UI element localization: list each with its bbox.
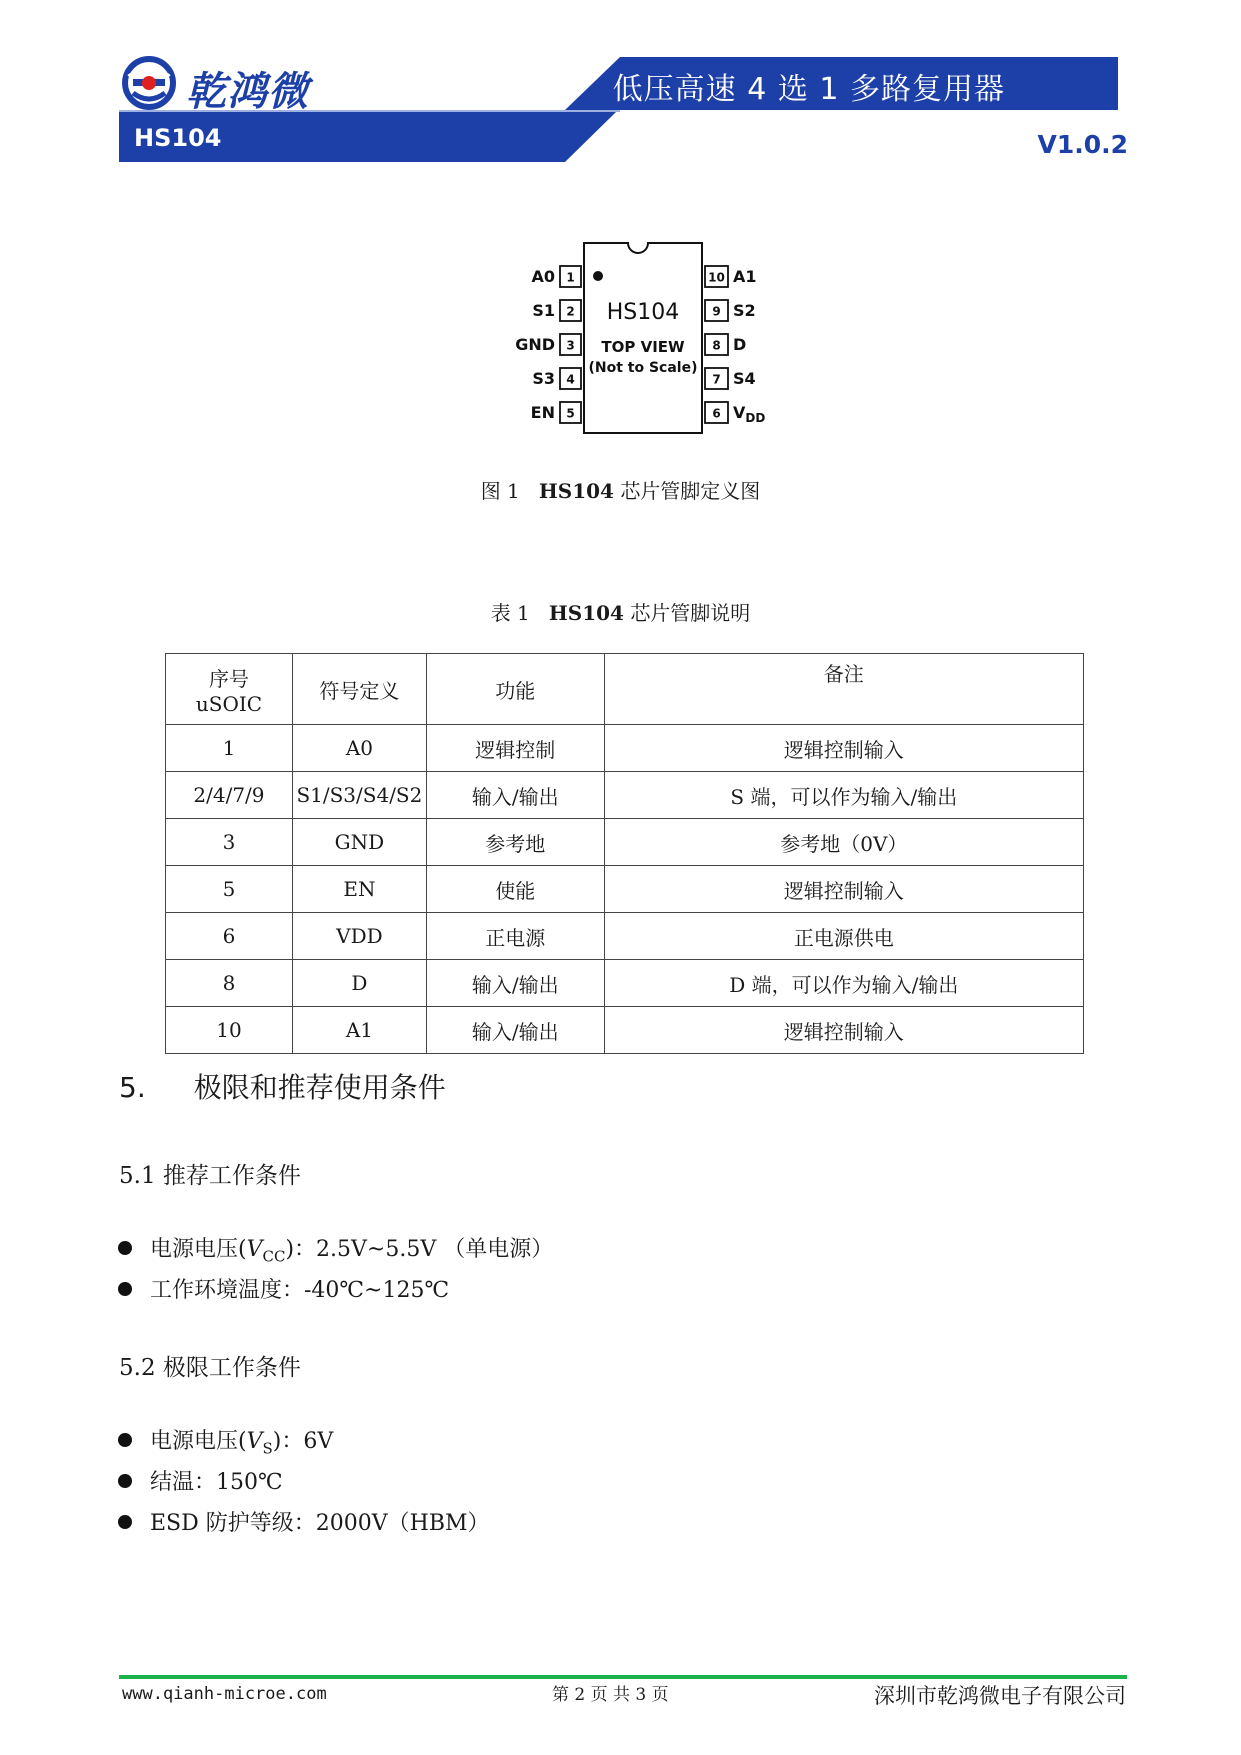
pin-label-vdd: $V_{DD}$: [733, 403, 766, 425]
chip-name: HS104: [606, 300, 680, 325]
table-row: 10 A1 输入/输出 逻辑控制输入: [166, 1007, 1084, 1054]
table-row: 3 GND 参考地 参考地（0V）: [166, 819, 1084, 866]
part-number: HS104: [134, 124, 222, 152]
pin-label-gnd: GND: [515, 335, 555, 354]
table-row: 6 VDD 正电源 正电源供电: [166, 913, 1084, 960]
bullet-max-supply-voltage: 电源电压$(V_S)$：6V: [118, 1424, 333, 1457]
figure-caption: 图 1 HS104 芯片管脚定义图: [480, 479, 761, 503]
bullet-junction-temperature: 结温：150℃: [118, 1465, 283, 1496]
pin-label-d: D: [733, 335, 747, 354]
table-header-row: [166, 654, 1084, 725]
pinout-diagram: [500, 235, 780, 440]
bullet-dot-icon: [118, 1241, 132, 1255]
pin-description-table: [165, 653, 1084, 1054]
footer-divider: [119, 1675, 1127, 1679]
header-note: 备注: [604, 654, 1083, 725]
footer-page-number: 第 2 页 共 3 页: [552, 1685, 669, 1705]
table-row: 1 A0 逻辑控制 逻辑控制输入: [166, 725, 1084, 772]
pin-number-9: 9: [712, 304, 721, 319]
table-row: 8 D 输入/输出 D 端，可以作为输入/输出: [166, 960, 1084, 1007]
pin-label-a1: A1: [733, 267, 757, 286]
pin-number-2: 2: [566, 304, 575, 319]
table-row: 2/4/7/9 S1/S3/S4/S2 输入/输出 S 端，可以作为输入/输出: [166, 772, 1084, 819]
bullet-ambient-temperature: 工作环境温度：-40℃~125℃: [118, 1273, 449, 1304]
bullet-dot-icon: [118, 1433, 132, 1447]
chip-view-label: TOP VIEW: [601, 338, 685, 356]
pin-number-6: 6: [712, 406, 721, 421]
pin-label-s1: S1: [532, 301, 555, 320]
section-5-title: 5. 极限和推荐使用条件: [119, 1071, 446, 1104]
pin-number-4: 4: [566, 372, 575, 387]
bullet-dot-icon: [118, 1282, 132, 1296]
header-function: 功能: [426, 654, 604, 725]
chip-scale-label: (Not to Scale): [588, 360, 698, 376]
pin-label-s3: S3: [532, 369, 555, 388]
pin-number-5: 5: [566, 406, 575, 421]
pin-number-1: 1: [566, 270, 575, 285]
company-logo-text: 乾鸿微: [186, 69, 309, 115]
pin-label-en: EN: [530, 403, 555, 422]
table-row: 5 EN 使能 逻辑控制输入: [166, 866, 1084, 913]
footer-website-link[interactable]: www.qianh-microe.com: [122, 1684, 327, 1704]
header-symbol: 符号定义: [292, 654, 426, 725]
bullet-esd-rating: ESD 防护等级：2000V（HBM）: [118, 1506, 490, 1537]
pin-number-10: 10: [708, 270, 725, 285]
company-logo-icon: [119, 55, 179, 111]
pin-number-8: 8: [712, 338, 721, 353]
pin-number-7: 7: [712, 372, 721, 387]
document-version: V1.0.2: [1037, 130, 1128, 159]
pin-label-s4: S4: [733, 369, 756, 388]
footer-company-name: 深圳市乾鸿微电子有限公司: [874, 1684, 1126, 1708]
bullet-dot-icon: [118, 1515, 132, 1529]
product-title: 低压高速 4 选 1 多路复用器: [612, 72, 1005, 107]
bullet-supply-voltage: 电源电压$(V_{CC})$：2.5V~5.5V （单电源）: [118, 1232, 553, 1265]
pin-label-a0: A0: [531, 267, 555, 286]
header-seq: 序号 uSOIC: [166, 654, 293, 725]
bullet-dot-icon: [118, 1474, 132, 1488]
table-caption: 表 1 HS104 芯片管脚说明: [490, 601, 751, 625]
pin-number-3: 3: [566, 338, 575, 353]
pin-label-s2: S2: [733, 301, 756, 320]
section-5-1-title: 5.1 推荐工作条件: [119, 1163, 301, 1189]
section-5-2-title: 5.2 极限工作条件: [119, 1355, 301, 1381]
